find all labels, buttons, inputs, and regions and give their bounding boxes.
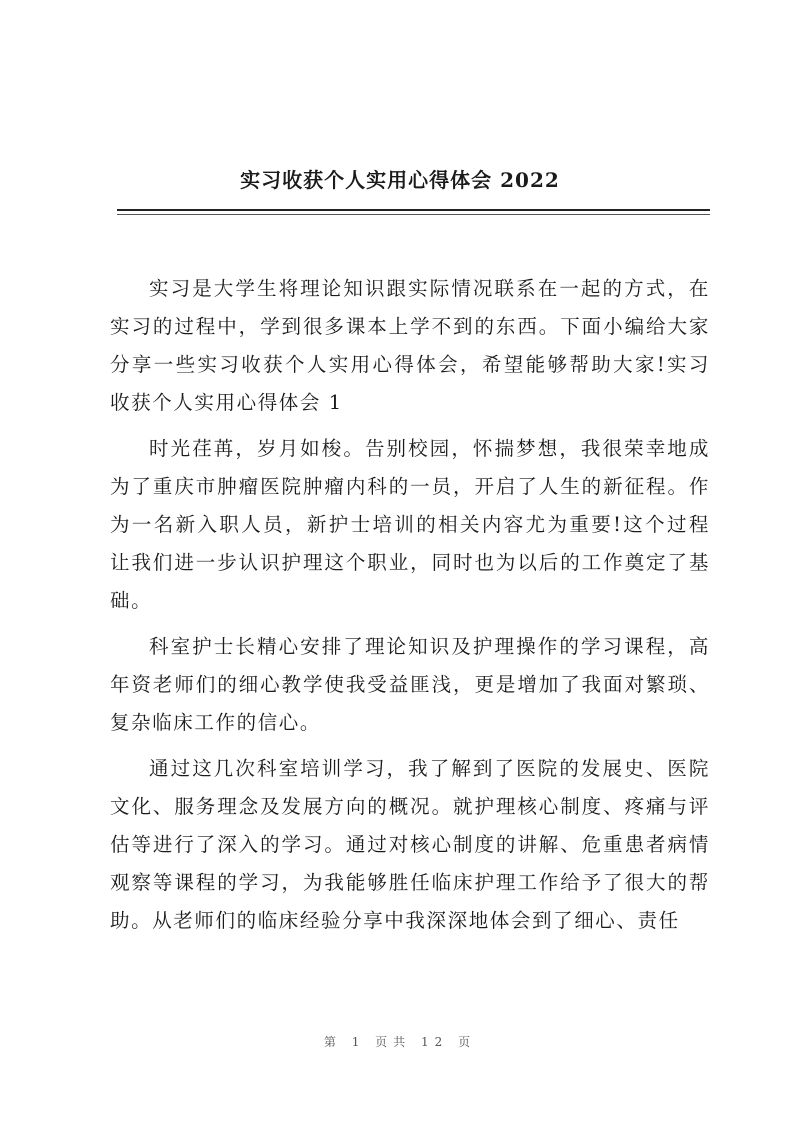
footer-page-number: 1 <box>351 1035 366 1049</box>
title-underline-thick <box>117 209 710 211</box>
footer-page-middle: 页共 <box>375 1035 412 1049</box>
page-footer <box>0 1033 800 1050</box>
footer-page-suffix: 页 <box>458 1035 477 1049</box>
paragraph-4: 通过这几次科室培训学习，我了解到了医院的发展史、医院文化、服务理念及发展方向的概况。就护理核心制度、疼痛与评估等进行了深入的学习。通过对核心制度的讲解、危重患者病情观察等课程的学习，为我能够胜任临床护理工作给予了很大的帮助。从老师们的临床经验分享中我深深地体会到了细心、责任 <box>110 757 710 932</box>
document-body <box>110 270 710 948</box>
title-underline-thin <box>117 214 710 215</box>
document-title: 实习收获个人实用心得体会 2022 <box>240 168 560 192</box>
paragraph-2: 时光荏苒，岁月如梭。告别校园，怀揣梦想，我很荣幸地成为了重庆市肿瘤医院肿瘤内科的一员，开启了人生的新征程。作为一名新入职人员，新护士培训的相关内容尤为重要!这个过程让我们进一步认识护理这个职业，同时也为以后的工作奠定了基础。 <box>110 437 710 612</box>
footer-page-prefix: 第 <box>323 1035 342 1049</box>
paragraph-3: 科室护士长精心安排了理论知识及护理操作的学习课程，高年资老师们的细心教学使我受益匪浅，更是增加了我面对繁琐、复杂临床工作的信心。 <box>110 635 710 734</box>
footer-page-total: 12 <box>421 1035 449 1049</box>
paragraph-intro: 实习是大学生将理论知识跟实际情况联系在一起的方式，在实习的过程中，学到很多课本上学不到的东西。下面小编给大家分享一些实习收获个人实用心得体会，希望能够帮助大家!实习收获个人实用心得体会 1 <box>110 277 710 414</box>
